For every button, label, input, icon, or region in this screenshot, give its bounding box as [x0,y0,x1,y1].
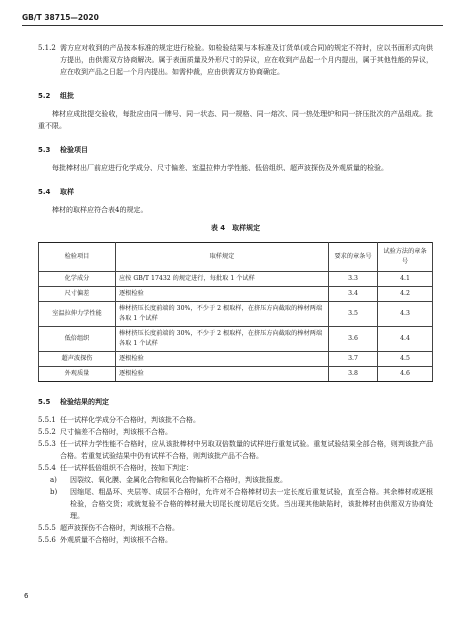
clause-5-1-2 [38,42,433,78]
clause-5-5-3 [38,438,433,462]
table-cell: 4.4 [378,327,433,352]
section-title: 检验项目 [60,146,88,154]
table-cell: 棒材挤压长度前端的 30%，不少于 2 根取样，在挤压方向截取的棒材两端各取 1 个试样 [116,327,329,352]
table-cell: 3.6 [329,327,378,352]
clause-text: 任一试样化学成分不合格时，判该批不合格。 [60,416,200,424]
section-heading-5-2 [38,90,433,102]
subclause-letter: a) [50,476,57,484]
table-row [39,287,433,302]
table-cell: 棒材挤压长度前端的 30%，不少于 2 根取样，在挤压方向截取的棒材两端各取 1 个试样 [116,302,329,327]
standard-code: GB/T 38715—2020 [22,13,99,22]
table-cell: 3.8 [329,367,378,382]
table-cell: 室温拉伸力学性能 [39,302,116,327]
clause-number: 5.5.5 [38,524,56,532]
table-row [39,367,433,382]
subclause-a [38,474,433,486]
table-cell: 3.7 [329,352,378,367]
section-number: 5.2 [38,92,51,100]
page-header [22,13,443,26]
column-header: 检验项目 [39,243,116,272]
clause-5-5-1 [38,414,433,426]
subclause-text: 因裂纹、氧化膜、金属化合物和氧化合物偏析不合格时，判该批报废。 [70,476,287,484]
table-cell: 4.6 [378,367,433,382]
clause-number: 5.5.1 [38,416,56,424]
table-cell: 4.3 [378,302,433,327]
clause-5-5-6 [38,534,433,546]
clause-text: 任一试样低倍组织不合格时，按如下判定： [60,464,193,472]
table-cell: 应按 GB/T 17432 的规定进行，每批取 1 个试样 [116,272,329,287]
clause-number: 5.5.3 [38,440,56,448]
table-cell: 低倍组织 [39,327,116,352]
table-cell: 3.5 [329,302,378,327]
table-header-row [39,243,433,272]
table-cell: 化学成分 [39,272,116,287]
table-row [39,272,433,287]
clause-text: 超声波探伤不合格时，判该根不合格。 [60,524,179,532]
table-row [39,327,433,352]
section-number: 5.3 [38,146,51,154]
subclause-letter: b) [50,488,58,496]
document-body [38,42,433,546]
table-cell: 外观质量 [39,367,116,382]
section-title: 取样 [60,188,74,196]
clause-text: 尺寸偏差不合格时，判该根不合格。 [60,428,172,436]
section-heading-5-4 [38,186,433,198]
table-cell: 4.5 [378,352,433,367]
clause-number: 5.5.2 [38,428,56,436]
clause-5-5-2 [38,426,433,438]
clause-text: 任一试样力学性能不合格时，应从该批棒材中另取双倍数量的试样进行重复试验。重复试验结果全部合格，则判该批产品合格。若重复试验结果中仍有试样不合格，则判该批产品不合格。 [60,440,433,460]
subclause-b [38,486,433,522]
clause-number: 5.5.6 [38,536,56,544]
table-row [39,302,433,327]
table-cell: 3.3 [329,272,378,287]
section-number: 5.4 [38,188,51,196]
section-number: 5.5 [38,398,51,406]
table-cell: 3.4 [329,287,378,302]
section-heading-5-5 [38,396,433,408]
subclause-text: 因缩尾、粗晶环、夹层等、成层不合格时，允许对不合格棒材切去一定长度后重复试验，直至合格。其余棒材或逐根检验，合格交货；或就复验不合格的棒材最大切尾长度切尾后交货。当出现其他缺陷时，该批棒材由供需双方协商处理。 [70,488,433,520]
table-cell: 超声波探伤 [39,352,116,367]
page-number: 6 [24,592,29,600]
clause-text: 需方应对收到的产品按本标准的规定进行检验。如检验结果与本标准及订货单(或合同)的规定不符时，应以书面形式向供方提出，由供需双方协商解决。属于表面质量及外形尺寸的异议，应在收到产品起一个月内提出，属于其他性能的异议，应在收到产品之日起一个月内提出。如需仲裁，应由供需双方协商确定。 [60,44,433,76]
table-cell: 4.2 [378,287,433,302]
column-header: 取样规定 [116,243,329,272]
section-heading-5-3 [38,144,433,156]
clause-text: 外观质量不合格时，判该根不合格。 [60,536,172,544]
table-cell: 逐根检验 [116,287,329,302]
column-header: 试验方法的章条号 [378,243,433,272]
section-5-2-text: 棒材应成批提交验收，每批应由同一牌号、同一状态、同一规格、同一熔次、同一热处理炉和同一挤压批次的产品组成。批重不限。 [38,110,433,130]
table-cell: 4.1 [378,272,433,287]
section-title: 组批 [60,92,74,100]
column-header: 要求的章条号 [329,243,378,272]
clause-5-5-4 [38,462,433,474]
table-cell: 尺寸偏差 [39,287,116,302]
clause-5-5-5 [38,522,433,534]
table-row [39,352,433,367]
section-title: 检验结果的判定 [60,398,109,406]
section-5-3-text: 每批棒材出厂前应进行化学成分、尺寸偏差、室温拉伸力学性能、低倍组织、超声波探伤及外观质量的检验。 [52,164,388,172]
table-caption: 表 4 取样规定 [210,224,261,232]
clause-number: 5.1.2 [38,44,56,52]
sampling-table [38,242,433,382]
clause-number: 5.5.4 [38,464,56,472]
table-cell: 逐根检验 [116,367,329,382]
table-cell: 逐根检验 [116,352,329,367]
section-5-4-text: 棒材的取样应符合表4的规定。 [52,206,148,214]
